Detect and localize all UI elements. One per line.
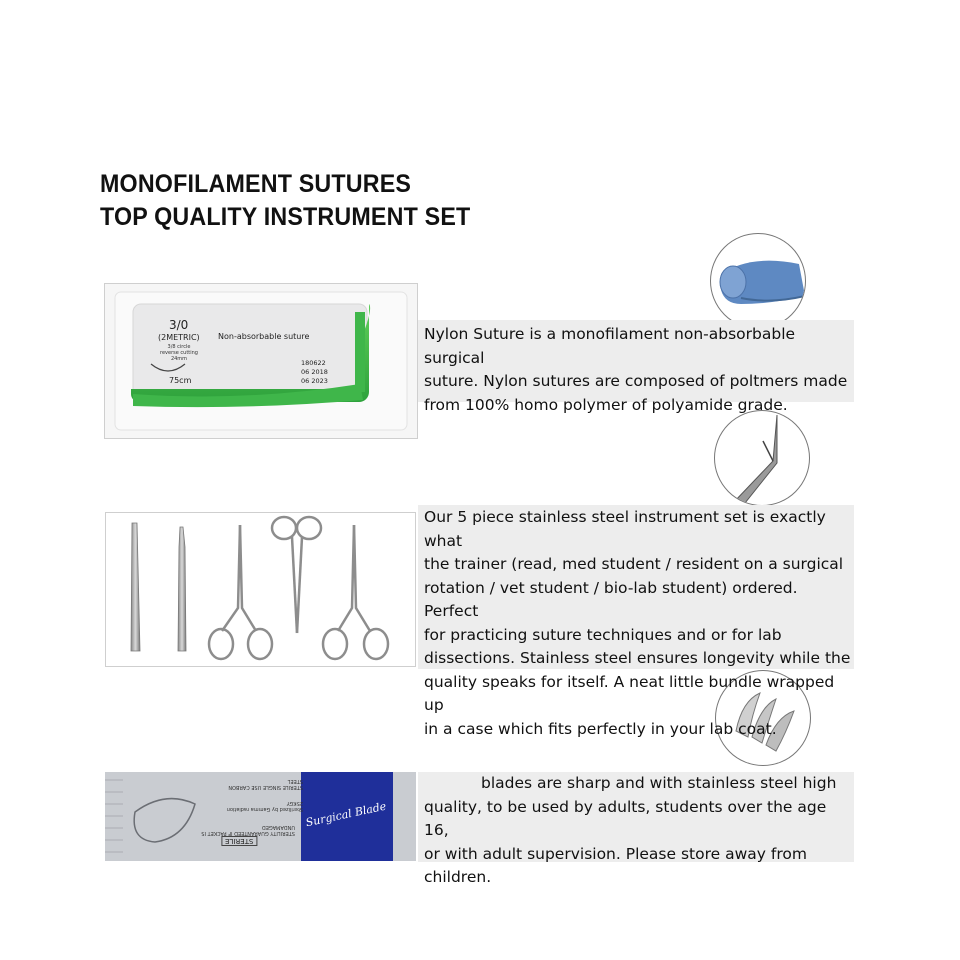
suture-date-1: 06 2018 — [301, 368, 328, 376]
blade-pack-line-3: STERILITY GUARANTEED IF PACKET IS UNDAMAGED — [201, 824, 295, 836]
suture-needle-info: 3/8 circle reverse cutting 24mm — [160, 344, 198, 362]
text-line: from 100% homo polymer of polyamide grade. — [424, 395, 788, 414]
nylon-suture-description — [418, 320, 854, 414]
suture-size: 3/0 — [169, 318, 189, 332]
suture-lot: 180622 — [301, 359, 326, 367]
suture-pack-image — [104, 283, 418, 439]
blade-pack-image — [105, 772, 416, 861]
instrument-set-image — [105, 512, 416, 667]
text-line: quality, to be used by adults, students over the age 16, — [424, 797, 827, 839]
blades-description — [418, 772, 854, 886]
text-line: or with adult supervision. Please store away from — [424, 844, 807, 863]
suture-length: 75cm — [169, 376, 192, 385]
heading-line-2: TOP QUALITY INSTRUMENT SET — [100, 203, 471, 231]
text-line: dissections. Stainless steel ensures longevity while the — [424, 649, 851, 667]
text-line: Our 5 piece stainless steel instrument set is exactly what — [424, 508, 826, 550]
text-line: children. — [424, 868, 492, 886]
suture-type: Non-absorbable suture — [218, 332, 310, 341]
text-line: the trainer (read, med student / resident on a surgical — [424, 555, 844, 573]
text-line: blades are sharp and with stainless steel high — [481, 774, 837, 792]
text-line: quality speaks for itself. A neat little bundle wrapped up — [424, 672, 835, 714]
blade-pack-line-2: Sterilized by Gamma radiation 25KGY — [226, 800, 303, 812]
suture-metric: (2METRIC) — [158, 333, 200, 342]
suture-date-2: 06 2023 — [301, 377, 328, 385]
instrument-set-illustration — [106, 513, 415, 666]
forceps-tip-icon — [714, 410, 810, 506]
text-line: suture. Nylon sutures are composed of poltmers made — [424, 372, 848, 390]
text-line: in a case which fits perfectly in your lab coat. — [424, 719, 777, 738]
blade-pack-brand: Surgical Blade — [304, 799, 388, 830]
heading-line-1: MONOFILAMENT SUTURES — [100, 170, 412, 198]
instrument-set-description — [418, 505, 854, 738]
suture-thread-icon — [710, 233, 806, 329]
text-line: rotation / vet student / bio-lab student) ordered. Perfect — [424, 578, 798, 620]
text-line: Nylon Suture is a monofilament non-absorbable surgical — [424, 325, 796, 367]
text-line: for practicing suture techniques and or for lab — [424, 625, 782, 644]
blade-pack-line-1: STERILE SINGLE USE CARBON STEEL — [228, 778, 303, 790]
blade-pack-sterile: STERILE — [221, 836, 257, 846]
suture-pack-illustration — [105, 284, 417, 438]
